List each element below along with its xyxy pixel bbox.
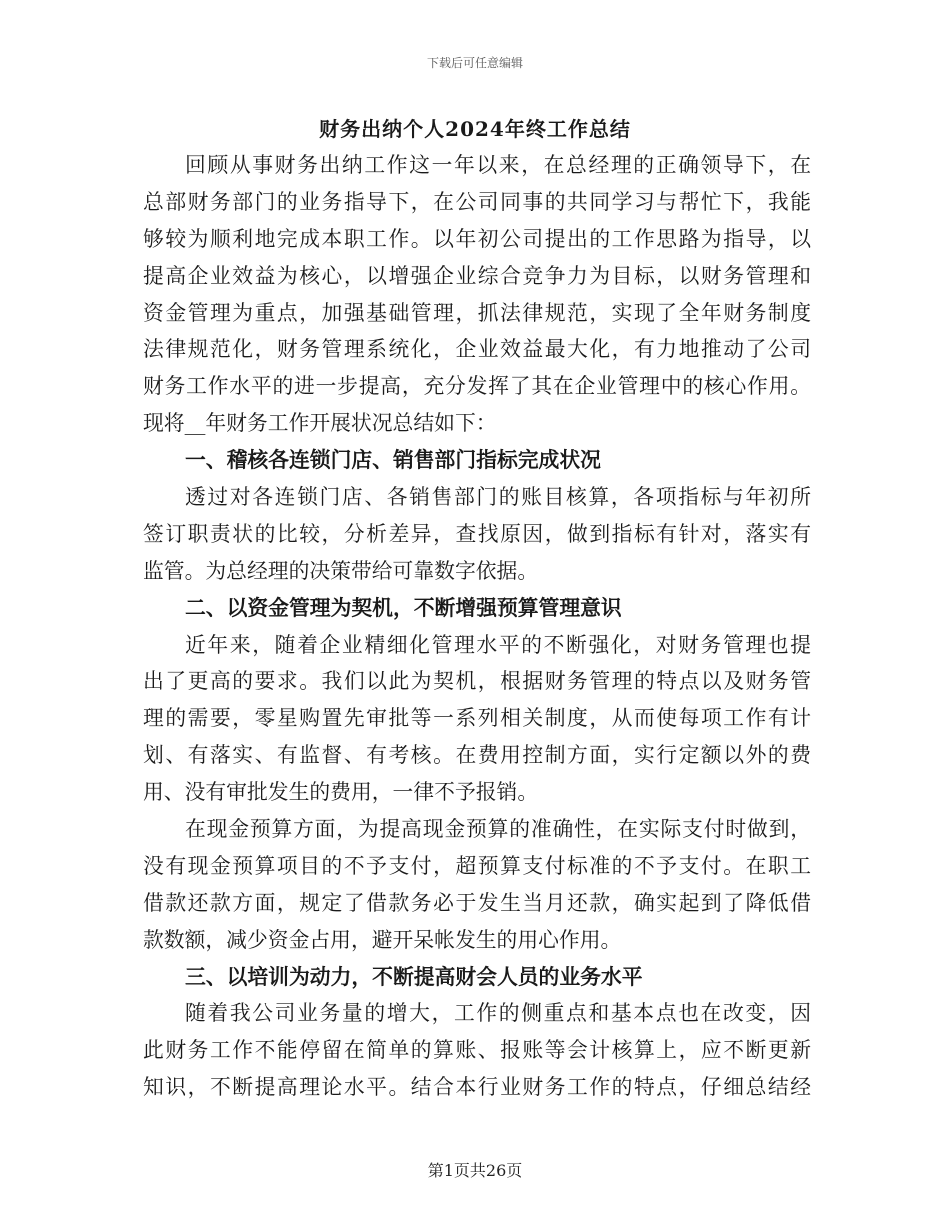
body-text-line: 签订职责状的比较，分析差异，查找原因，做到指标有针对，落实有 xyxy=(143,521,811,546)
body-text-line: 理的需要，零星购置先审批等一系列相关制度，从而使每项工作有计 xyxy=(143,706,811,731)
body-text-line: 划、有落实、有监督、有考核。在费用控制方面，实行定额以外的费 xyxy=(143,743,811,768)
body-text-line: 现将__年财务工作开展状况总结如下： xyxy=(143,411,497,436)
body-text-line: 在现金预算方面，为提高现金预算的准确性，在实际支付时做到， xyxy=(185,817,811,842)
document-title: 财务出纳个人2024年终工作总结 xyxy=(319,117,631,141)
section-heading: 三、以培训为动力，不断提高财会人员的业务水平 xyxy=(185,963,643,989)
body-text-line: 够较为顺利地完成本职工作。以年初公司提出的工作思路为指导，以 xyxy=(143,226,811,251)
body-text-line: 款数额，减少资金占用，避开呆帐发生的用心作用。 xyxy=(143,927,622,952)
page-footer: 第1页共26页 xyxy=(427,1161,523,1180)
section-heading: 一、稽核各连锁门店、销售部门指标完成状况 xyxy=(185,447,601,473)
section-heading: 二、以资金管理为契机，不断增强预算管理意识 xyxy=(185,594,622,620)
body-text-line: 提高企业效益为核心，以增强企业综合竞争力为目标，以财务管理和 xyxy=(143,263,811,288)
body-text-line: 财务工作水平的进一步提高，充分发挥了其在企业管理中的核心作用。 xyxy=(143,374,811,399)
body-text-line: 随着我公司业务量的增大，工作的侧重点和基本点也在改变，因 xyxy=(185,1001,811,1026)
body-text-line: 总部财务部门的业务指导下，在公司同事的共同学习与帮忙下，我能 xyxy=(143,189,811,214)
body-text-line: 资金管理为重点，加强基础管理，抓法律规范，实现了全年财务制度 xyxy=(143,300,811,325)
document-body xyxy=(143,147,811,1106)
body-text-line: 没有现金预算项目的不予支付，超预算支付标准的不予支付。在职工 xyxy=(143,853,811,878)
body-text-line: 监管。为总经理的决策带给可靠数字依据。 xyxy=(143,558,539,583)
body-text-line: 出了更高的要求。我们以此为契机，根据财务管理的特点以及财务管 xyxy=(143,669,811,694)
body-text-line: 回顾从事财务出纳工作这一年以来，在总经理的正确领导下，在 xyxy=(185,153,811,177)
body-text-line: 近年来，随着企业精细化管理水平的不断强化，对财务管理也提 xyxy=(185,632,811,657)
body-text-line: 知识，不断提高理论水平。结合本行业财务工作的特点，仔细总结经 xyxy=(143,1075,811,1100)
body-text-line: 用、没有审批发生的费用，一律不予报销。 xyxy=(143,780,539,805)
page-header: 下载后可任意编辑 xyxy=(426,56,523,70)
body-text-line: 借款还款方面，规定了借款务必于发生当月还款，确实起到了降低借 xyxy=(143,890,811,915)
body-text-line: 此财务工作不能停留在简单的算账、报账等会计核算上，应不断更新 xyxy=(143,1038,811,1063)
body-text-line: 法律规范化，财务管理系统化，企业效益最大化，有力地推动了公司 xyxy=(143,337,811,362)
body-text-line: 透过对各连锁门店、各销售部门的账目核算，各项指标与年初所 xyxy=(185,485,811,510)
